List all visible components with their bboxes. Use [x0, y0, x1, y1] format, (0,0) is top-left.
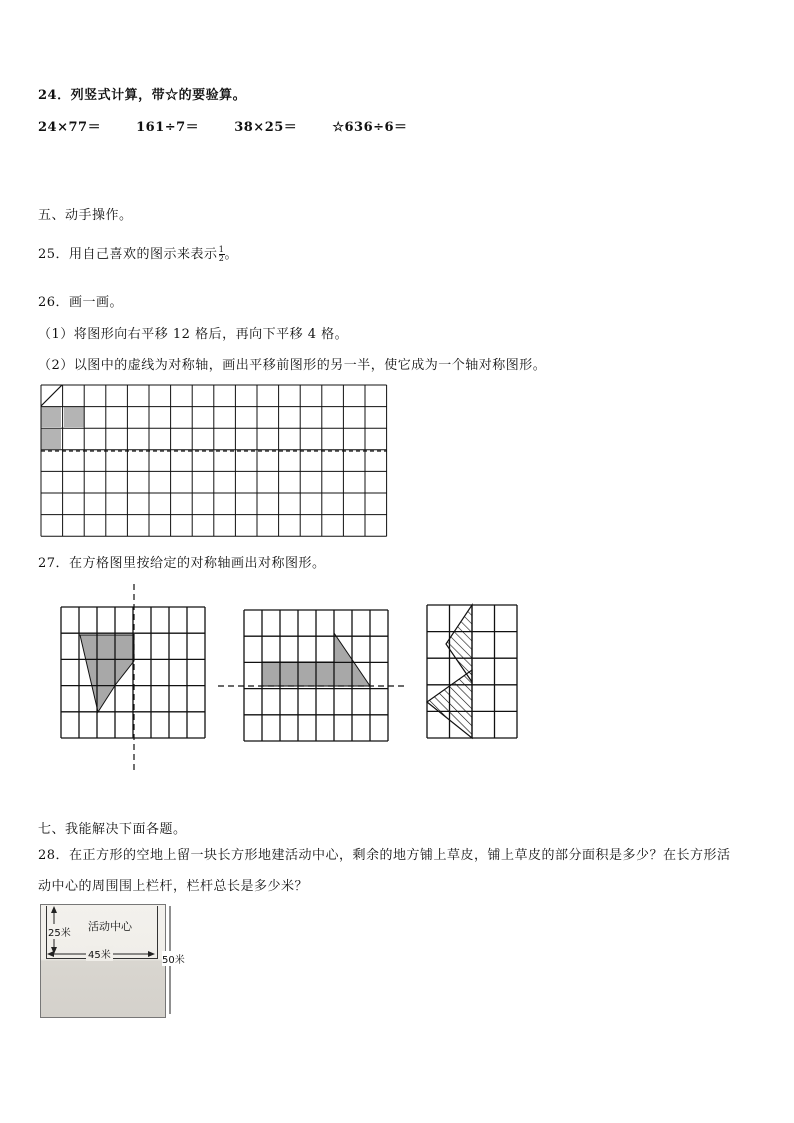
- frac-numerator: 1: [218, 245, 225, 254]
- label-width: 45米: [86, 946, 113, 961]
- q27-figure-3: [424, 602, 520, 742]
- q28-line1: 28．在正方形的空地上留一块长方形地建活动中心，剩余的地方铺上草皮，铺上草皮的部分面积是多少？在长方形活: [38, 848, 731, 863]
- calc-item-1: 24×77＝: [38, 120, 102, 135]
- label-side: 50米: [162, 951, 185, 966]
- q26-sub1: （1）将图形向右平移 12 格后，再向下平移 4 格。: [38, 327, 349, 342]
- q26-title: 26．画一画。: [38, 295, 124, 310]
- q26-grid: [40, 384, 390, 540]
- calc-item-3: 38×25＝: [234, 120, 298, 135]
- q24-title: 24．列竖式计算，带☆的要验算。: [38, 88, 247, 103]
- label-center: 活动中心: [88, 920, 132, 933]
- q24-calc-row: [38, 116, 438, 135]
- q27-figure-1: [58, 584, 210, 772]
- calc-item-4: ☆636÷6＝: [332, 120, 408, 135]
- q27-figure-2: [218, 606, 406, 742]
- q25-prompt: 25．用自己喜欢的图示来表示: [38, 247, 218, 262]
- q25-tail: 。: [224, 247, 239, 262]
- q27-title: 27．在方格图里按给定的对称轴画出对称图形。: [38, 556, 326, 571]
- q28-line2: 动中心的周围围上栏杆，栏杆总长是多少米？: [38, 879, 309, 894]
- frac-denominator: 2: [218, 254, 225, 263]
- q25-text: [38, 243, 238, 263]
- section5-title: 五、动手操作。: [38, 208, 133, 223]
- calc-item-2: 161÷7＝: [136, 120, 200, 135]
- q28-figure: [40, 904, 188, 1016]
- section7-title: 七、我能解决下面各题。: [38, 822, 187, 837]
- q26-sub2: （2）以图中的虚线为对称轴，画出平移前图形的另一半，使它成为一个轴对称图形。: [38, 358, 547, 373]
- label-height: 25米: [48, 924, 71, 939]
